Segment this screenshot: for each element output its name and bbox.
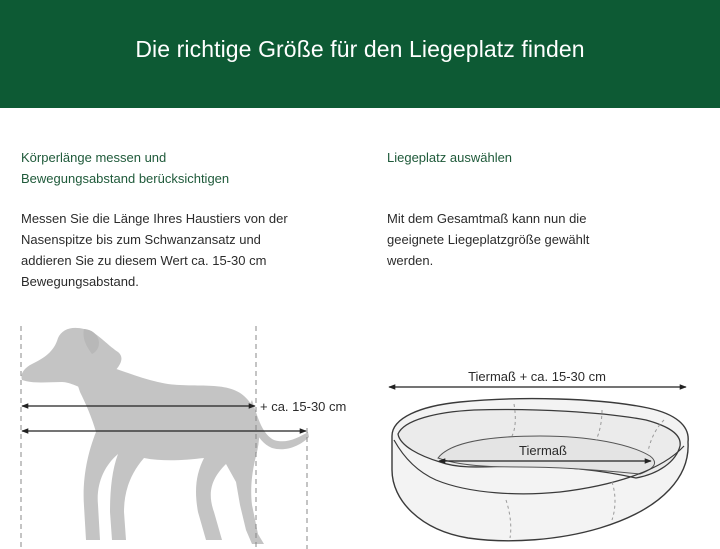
left-text-line-4: Bewegungsabstand.: [21, 274, 139, 289]
dog-silhouette-icon: [21, 328, 309, 544]
extra-distance-label: + ca. 15-30 cm: [260, 399, 347, 414]
right-text-line-3: werden.: [387, 253, 434, 268]
bed-outer-label: Tiermaß + ca. 15-30 cm: [468, 369, 606, 384]
right-text-line-2: geeignete Liegeplatzgröße gewählt: [387, 232, 590, 247]
bed-inner-label: Tiermaß: [519, 443, 567, 458]
left-heading-line-1: Körperlänge messen und: [21, 150, 167, 165]
page-title: Die richtige Größe für den Liegeplatz finden: [135, 36, 585, 62]
left-text-line-2: Nasenspitze bis zum Schwanzansatz und: [21, 232, 261, 247]
left-text-line-1: Messen Sie die Länge Ihres Haustiers von der: [21, 211, 288, 226]
dog-bed-icon: [392, 399, 688, 541]
right-text-line-1: Mit dem Gesamtmaß kann nun die: [387, 211, 587, 226]
left-heading-line-2: Bewegungsabstand berücksichtigen: [21, 171, 230, 186]
right-heading-line-1: Liegeplatz auswählen: [387, 150, 513, 165]
left-text-line-3: addieren Sie zu diesem Wert ca. 15-30 cm: [21, 253, 267, 268]
